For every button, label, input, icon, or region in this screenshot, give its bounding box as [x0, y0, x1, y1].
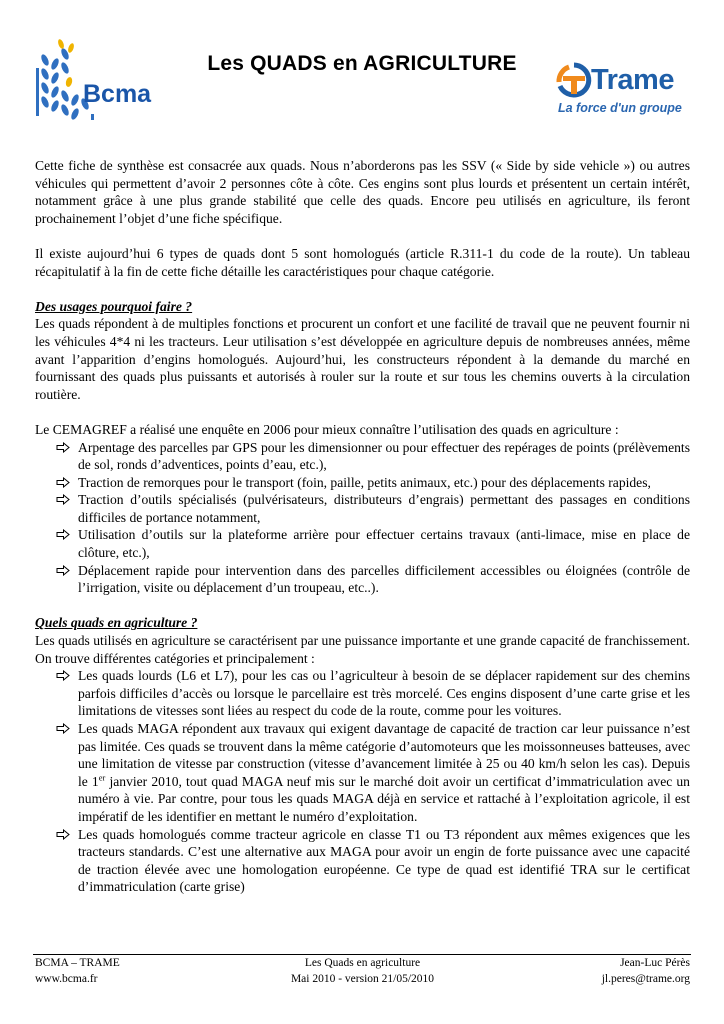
- trame-logo-text: Trame: [591, 64, 674, 96]
- quad-types-list: [35, 667, 690, 896]
- footer-center: [35, 956, 690, 987]
- uses-list: [35, 439, 690, 597]
- bcma-logo: [33, 38, 151, 122]
- list-item: [56, 562, 690, 597]
- footer-org: BCMA – TRAME: [35, 957, 120, 969]
- arrow-right-icon: [56, 723, 70, 734]
- list-item: [56, 720, 690, 826]
- globe-icon: [555, 62, 593, 102]
- list-item-text: Les quads homologués comme tracteur agricole en classe T1 ou T3 répondent aux mêmes exigences que les tracteurs standards. C’est une alternative aux MAGA pour avoir un engin de forte puissance avec une capacité de traction élevée avec une homologation européenne. Ce type de quad est identifié TRA sur le certificat d’immatriculation (carte grise): [78, 826, 690, 895]
- footer-author: Jean-Luc Pérès: [620, 957, 690, 969]
- arrow-right-icon: [56, 670, 70, 681]
- trame-slogan: La force d'un groupe: [558, 101, 682, 115]
- list-item-text: janvier 2010, tout quad MAGA neuf mis sur le marché doit avoir un certificat d’immatriculation avec un numéro à vie. Par contre, pour tous les quads MAGA déjà en service et rattaché à l’exploitation agricole, il est impératif de les identifier en mettant le numéro d’exploitation.: [78, 773, 690, 824]
- footer-version: Mai 2010 - version 21/05/2010: [290, 972, 435, 985]
- section-heading: Quels quads en agriculture ?: [35, 615, 198, 631]
- arrow-right-icon: [56, 565, 70, 576]
- section-paragraph: Les quads utilisés en agriculture se caractérisent par une puissance importante et une grande capacité de franchissement. On trouve différentes catégories et principalement :: [35, 633, 690, 666]
- list-item-text: Traction d’outils spécialisés (pulvérisateurs, distributeurs d’engrais) permettant des passages en conditions difficiles de portance notamment,: [78, 492, 690, 525]
- arrow-right-icon: [56, 529, 70, 540]
- section-heading: Des usages pourquoi faire ?: [35, 298, 193, 314]
- superscript: er: [98, 772, 106, 783]
- intro-paragraph: Cette fiche de synthèse est consacrée aux quads. Nous n’aborderons pas les SSV (« Side by side vehicle ») ou autres véhicules qui permettent d’avoir 2 personnes côte à côte. Ces engins sont plus lourds et présentent un certain intérêt, notamment grâce à une plus grande stabilité que celle des quads. Encore peu utilisés en agriculture, ils feront prochainement l’objet d’une fiche spécifique.: [35, 158, 690, 226]
- list-item-text: Utilisation d’outils sur la plateforme arrière pour effectuer certains travaux (anti-limace, mise en place de clôture, etc.),: [78, 527, 690, 561]
- section-paragraph: Les quads répondent à de multiples fonctions et procurent un confort et une facilité de travail que ne peuvent fournir ni les véhicules 4*4 ni les tracteurs. Leur utilisation s’est développée en agriculture depuis de nombreuses années, même avant l’apparition d’engins homologués. Aujourd’hui, les constructeurs répondent à la demande du marché en fournissant des quads plus puissants et autorisés à rouler sur la route et sur tous les chemins ouverts à la circulation routière.: [35, 316, 690, 402]
- trame-logo: [555, 60, 697, 122]
- footer-website: www.bcma.fr: [35, 972, 98, 985]
- arrow-right-icon: [56, 442, 70, 453]
- footer-email: jl.peres@trame.org: [601, 972, 690, 985]
- list-item-text: Déplacement rapide pour intervention dans des parcelles difficilement accessibles ou éloignées (contrôle de l’irrigation, visite ou déplacement d’un troupeau, etc..).: [78, 562, 690, 596]
- list-item-text: Les quads lourds (L6 et L7), pour les cas ou l’agriculteur à besoin de se déplacer rapidement sur des chemins parfois difficiles d’accès ou lorsque le parcellaire est très morcelé. Ces engins disposent d’une carte grise et les limitations de vitesses sont liées au respect du code de la route, comme pour les voitures.: [78, 668, 690, 719]
- list-item: [56, 439, 690, 474]
- intro-paragraph: Il existe aujourd’hui 6 types de quads dont 5 sont homologués (article R.311-1 du code de la route). Un tableau récapitulatif à la fin de cette fiche détaille les caractéristiques pour chaque catégorie.: [35, 245, 690, 279]
- document-body: [35, 157, 690, 896]
- list-item: [56, 491, 690, 526]
- footer-divider: [33, 954, 691, 955]
- footer-right: [602, 956, 690, 987]
- survey-intro: Le CEMAGREF a réalisé une enquête en 2006 pour mieux connaître l’utilisation des quads en agriculture :: [35, 421, 619, 437]
- footer-doc-title: Les Quads en agriculture: [304, 957, 421, 969]
- list-item: [56, 474, 690, 492]
- list-item: [56, 826, 690, 896]
- arrow-right-icon: [56, 494, 70, 505]
- arrow-right-icon: [56, 477, 70, 488]
- list-item-text: Traction de remorques pour le transport (foin, paille, petits animaux, etc.) pour des déplacements rapides,: [78, 474, 651, 490]
- arrow-right-icon: [56, 829, 70, 840]
- list-item-text: Arpentage des parcelles par GPS pour les dimensionner ou pour effectuer des repérages de points (prélèvements de sol, ronds d’adventices, points d’eau, etc.),: [78, 439, 690, 473]
- page-header: [0, 0, 724, 140]
- list-item: [56, 526, 690, 561]
- page-title: Les QUADS en AGRICULTURE: [207, 52, 517, 75]
- list-item: [56, 667, 690, 720]
- list-item-text: Les quads MAGA répondent aux travaux qui exigent davantage de capacité de traction car leur puissance n’est pas limitée. Ces quads se trouvent dans la même catégorie d’automoteurs que les moissonneuses batteuses, avec une limitation de vitesse par construction (vitesse d’avancement limitée à 25 ou 40 km/h selon les cas). Depuis le 1: [78, 721, 690, 789]
- bcma-logo-text: Bcma: [83, 80, 152, 108]
